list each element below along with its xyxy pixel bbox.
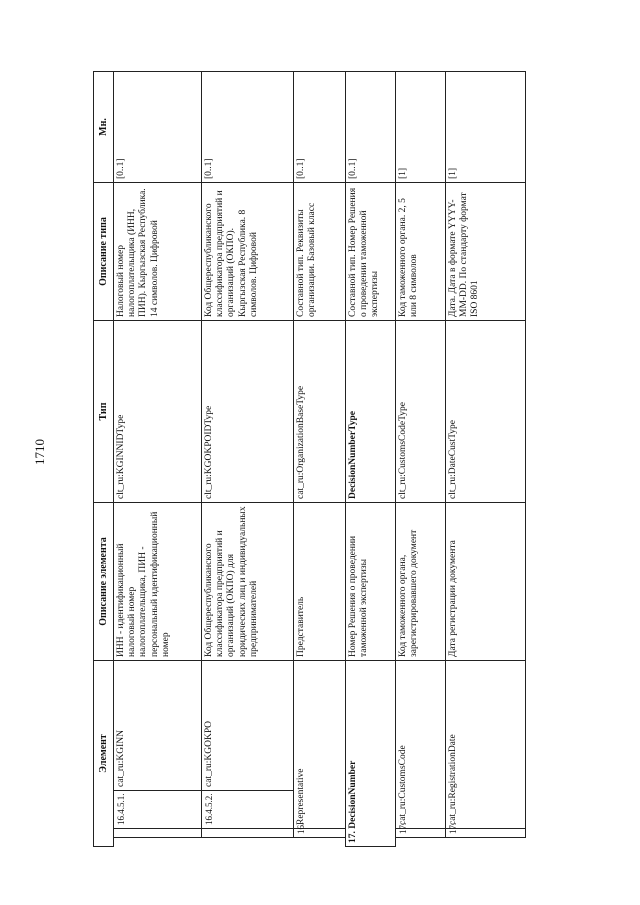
indent-cell (202, 838, 294, 847)
header-mult: Мн. (94, 72, 114, 183)
element-name (346, 661, 396, 847)
element-name: cat_ru:CustomsCode (396, 661, 446, 829)
row-sub-number: 16.4.5.1. (114, 791, 202, 829)
page-number: 1710 (32, 439, 47, 465)
element-type: clt_ru:DateCustType (446, 321, 526, 503)
multiplicity: [0..1] (114, 72, 202, 183)
multiplicity: [0..1] (202, 72, 294, 183)
element-description: Код таможенного органа, зарегистрировавшего документ (396, 503, 446, 661)
spec-table (93, 71, 526, 847)
table-header-row (94, 72, 114, 847)
element-description: Номер Решения о проведении таможенной экспертизы (346, 503, 396, 661)
row-number: 17. (446, 829, 526, 838)
indent-cell (294, 838, 346, 847)
element-name: Representative (294, 661, 346, 829)
element-type: DecisionNumberType (346, 321, 396, 503)
rotated-table-wrapper (93, 72, 525, 847)
element-type: cat_ru:OrganizationBaseType (294, 321, 346, 503)
element-name: cat_ru:KGOKPO (202, 661, 294, 791)
element-name: cat_ru:RegistrationDate (446, 661, 526, 829)
row-number: 16. (294, 829, 346, 838)
element-description: ИНН - идентификационный налоговый номер налогоплательщика, ПИН - персональный идентификационный номер (114, 503, 202, 661)
row-sub-number: 16.4.5.2. (202, 791, 294, 829)
element-description: Представитель (294, 503, 346, 661)
indent-cell (202, 829, 294, 838)
indent-cell (114, 838, 202, 847)
type-description: Составной тип. Номер Решения о проведении таможенной экспертизы (346, 183, 396, 321)
table-row (202, 72, 294, 847)
element-name-text: DecisionNumber (348, 760, 358, 829)
type-description: Составной тип. Реквизиты организации. Базовый класс (294, 183, 346, 321)
element-description: Дата регистрации документа (446, 503, 526, 661)
element-name: cat_ru:KGINN (114, 661, 202, 791)
multiplicity: [0..1] (346, 72, 396, 183)
table-row (114, 72, 202, 847)
element-type: clt_ru:KGOKPOIDType (202, 321, 294, 503)
header-type: Тип (94, 321, 114, 503)
row-number: 17. (348, 831, 358, 843)
indent-cell (446, 838, 526, 847)
header-type-desc: Описание типа (94, 183, 114, 321)
element-description: Код Общереспубликанского классификатора предприятий и организаций (ОКПО) для юридических лиц и индивидуальных предпринимателей (202, 503, 294, 661)
indent-cell (114, 829, 202, 838)
multiplicity: [1] (396, 72, 446, 183)
header-element: Элемент (94, 661, 114, 847)
type-description: Код таможенного органа. 2, 5 или 8 символов (396, 183, 446, 321)
type-description: Код Общереспубликанского классификатора предприятий и организаций (ОКПО). Кыргызская Республика. 8 символов. Цифровой (202, 183, 294, 321)
type-description: Дата. Дата в формате YYYY-MM-DD. По стандарту формат ISO 8601 (446, 183, 526, 321)
table-row (446, 72, 526, 847)
element-type: clt_ru:CustomsCodeType (396, 321, 446, 503)
table-row (396, 72, 446, 847)
header-element-desc: Описание элемента (94, 503, 114, 661)
multiplicity: [0..1] (294, 72, 346, 183)
indent-cell (396, 838, 446, 847)
type-description: Налоговый номер налогоплательщика (ИНН, ПИН). Кыргызская Республика. 14 символов. Цифровой (114, 183, 202, 321)
row-number: 17. (396, 829, 446, 838)
multiplicity: [1] (446, 72, 526, 183)
element-type: clt_ru:KGINNIDType (114, 321, 202, 503)
table-row (294, 72, 346, 847)
table-row (346, 72, 396, 847)
